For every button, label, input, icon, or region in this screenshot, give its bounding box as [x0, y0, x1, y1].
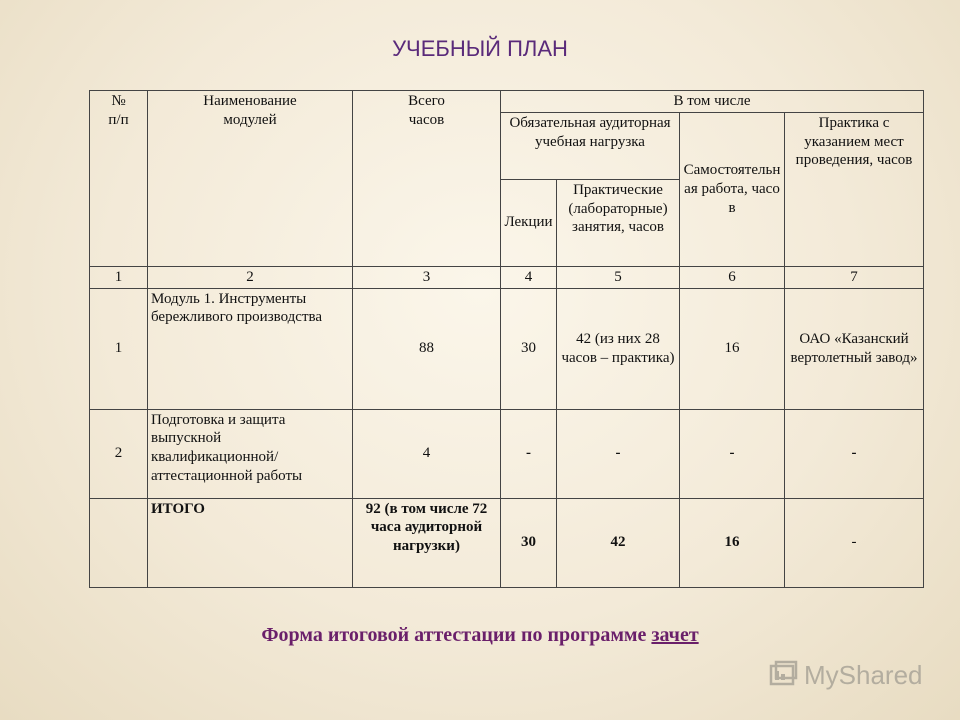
header-num: № п/п: [90, 91, 148, 267]
assessment-form-label: Форма итоговой аттестации по программе: [261, 624, 652, 646]
row-num: 2: [90, 409, 148, 498]
col-number: 4: [501, 266, 557, 288]
curriculum-table: [89, 90, 924, 588]
row-total: 4: [353, 409, 501, 498]
header-lectures: Лекции: [501, 179, 557, 266]
row-self: -: [680, 409, 785, 498]
table-row: [90, 409, 924, 498]
row-labs: 42 (из них 28 часов – практика): [557, 288, 680, 409]
total-label: ИТОГО: [148, 498, 353, 587]
row-total: 88: [353, 288, 501, 409]
col-number: 5: [557, 266, 680, 288]
header-including: В том числе: [501, 91, 924, 113]
header-name: Наименование модулей: [148, 91, 353, 267]
header-self: Самостоятельная работа, часов: [680, 112, 785, 266]
row-practice: ОАО «Казанский вертолетный завод»: [785, 288, 924, 409]
table-row: [90, 288, 924, 409]
col-number: 6: [680, 266, 785, 288]
col-number: 7: [785, 266, 924, 288]
total-labs: 42: [557, 498, 680, 587]
assessment-form-value: зачет: [651, 624, 699, 646]
header-total: Всего часов: [353, 91, 501, 267]
header-practice: Практика с указанием мест проведения, часов: [785, 112, 924, 266]
presentation-icon: [768, 660, 798, 690]
total-hours: 92 (в том числе 72 часа аудиторной нагрузки): [353, 498, 501, 587]
row-self: 16: [680, 288, 785, 409]
col-number: 2: [148, 266, 353, 288]
watermark: [768, 655, 923, 695]
header-labs: Практические (лабораторные) занятия, часов: [557, 179, 680, 266]
row-lectures: 30: [501, 288, 557, 409]
col-number: 3: [353, 266, 501, 288]
page-title: УЧЕБНЫЙ ПЛАН: [392, 36, 568, 61]
row-num: 1: [90, 288, 148, 409]
column-number-row: [90, 266, 924, 288]
row-name: Подготовка и защита выпускной квалификационной/ аттестационной работы: [148, 409, 353, 498]
col-number: 1: [90, 266, 148, 288]
row-practice: -: [785, 409, 924, 498]
header-mandatory: Обязательная аудиторная учебная нагрузка: [501, 112, 680, 179]
watermark-text: MyShared: [804, 659, 923, 690]
total-practice: -: [785, 498, 924, 587]
row-name: Модуль 1. Инструменты бережливого производства: [148, 288, 353, 409]
total-row: [90, 498, 924, 587]
assessment-form: [0, 624, 960, 647]
total-lectures: 30: [501, 498, 557, 587]
row-labs: -: [557, 409, 680, 498]
header-row-1: [90, 91, 924, 113]
row-lectures: -: [501, 409, 557, 498]
total-self: 16: [680, 498, 785, 587]
total-num: [90, 498, 148, 587]
